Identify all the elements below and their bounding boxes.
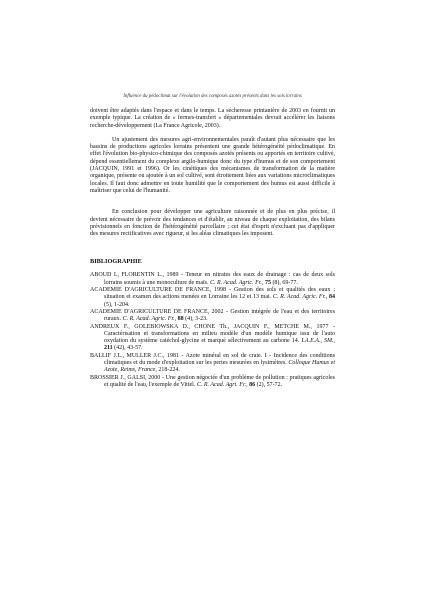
reference-item: BALLIF J.L., MULLER J.C., 1981 - Azote minéral en sol de craie. I - Incidence des conditions climatiques et du mode d'exploitation sur les pertes mesurées en lysimètres. Colloque Humus et Azote, Reims, France, 218-224. bbox=[90, 352, 335, 374]
reference-item: ANDREUX F., GOLEBIOWSKA D., CHONE Th., JACQUIN F., METCHE M., 1977 - Caractérisation et transformations en milieu modèle d'un modèle humique issu de l'auto oxydation du système catéchol-glycine et marqué sélectivement au carbone 14. I.A.E.A., SM., 211 (42), 43-57. bbox=[90, 323, 335, 352]
reference-item: ACADEMIE D'AGRICULTURE DE FRANCE, 1998 - Gestion des sols et qualités des eaux ; situation et examen des actions menées en Lorraine les 12 et 13 mai. C. R. Acad. Agric. Fr., 84 (5), 1-204. bbox=[90, 287, 336, 308]
reference-item: ABOUD I., FLORENTIN L., 1989 - Teneur en nitrates des eaux de drainage : cas de deux sols lorrains soumis à une monoculture de maïs. C. R. Acad. Agric. Fr., 75 (8), 69-77. bbox=[90, 272, 335, 286]
paragraph-conclusion: En conclusion pour développer une agriculture raisonnée et de plus en plus précise, il devient nécessaire de prévoir des tendances et d'établir, au niveau de chaque exploitation, des bilans prévisionnels en fonction de l'hétérogénéité parcellaire ; cet état d'esprit n'excluant pas d'appliquer des mesures rectificatives avec rigueur, si les aléas climatiques les imposent. bbox=[90, 209, 335, 238]
bibliography-heading: BIBLIOGRAPHIE bbox=[90, 258, 142, 266]
paragraph-continuation: doivent être adaptés dans l'espace et dans le temps. La sécheresse printanière de 2003 en fournit un exemple typique. La création de « fermes-transfert » départementales devrait accélérer les liaisons recherche-développement (La France Agricole, 2003). bbox=[90, 108, 335, 129]
reference-item: BROSSIER J., GALSI, 2000 - Une gestion négociée d'un problème de pollution : pratiques agricoles et qualité de l'eau, l'exemple de Vittel. C. R. Acad. Agri. Fr., 86 (2), 57-72. bbox=[90, 374, 335, 388]
reference-item: ACADEMIE D'AGRICULTURE DE FRANCE, 2002 - Gestion intégrée de l'eau et des territoires ruraux. C. R. Acad. Agric. Fr., 88 (4), 3-23. bbox=[90, 308, 335, 323]
body-text bbox=[90, 108, 335, 389]
bibliography-list bbox=[90, 272, 335, 389]
paragraph-agri-environment: Un ajustement des mesures agri-environnementales paraît d'autant plus nécessaire que les bassins de productions agricoles lorrains présentent une grande hétérogénéité pédoclimatique. En effet l'évolution bio-physico-chimique des composés azotés présents ou apportés en territoire cultivé, dépend essentiellement du complexe argilo-humique donc du type d'humus et de son comportement (JACQUIN, 1991 et 1996). Or les cinétiques des mécanismes de transformation de la matière organique, présente ou ajoutée à un sol cultivé, sont étroitement liées aux variations microclimatiques locales. Il faut donc admettre en toute humilité que le comportement des humus est aussi difficile à maîtriser que celui de l'humanité. bbox=[90, 136, 335, 194]
running-head: Influence du pédoclimat sur l'évolution des composés azotés présents dans les sols lorrains bbox=[123, 94, 302, 99]
